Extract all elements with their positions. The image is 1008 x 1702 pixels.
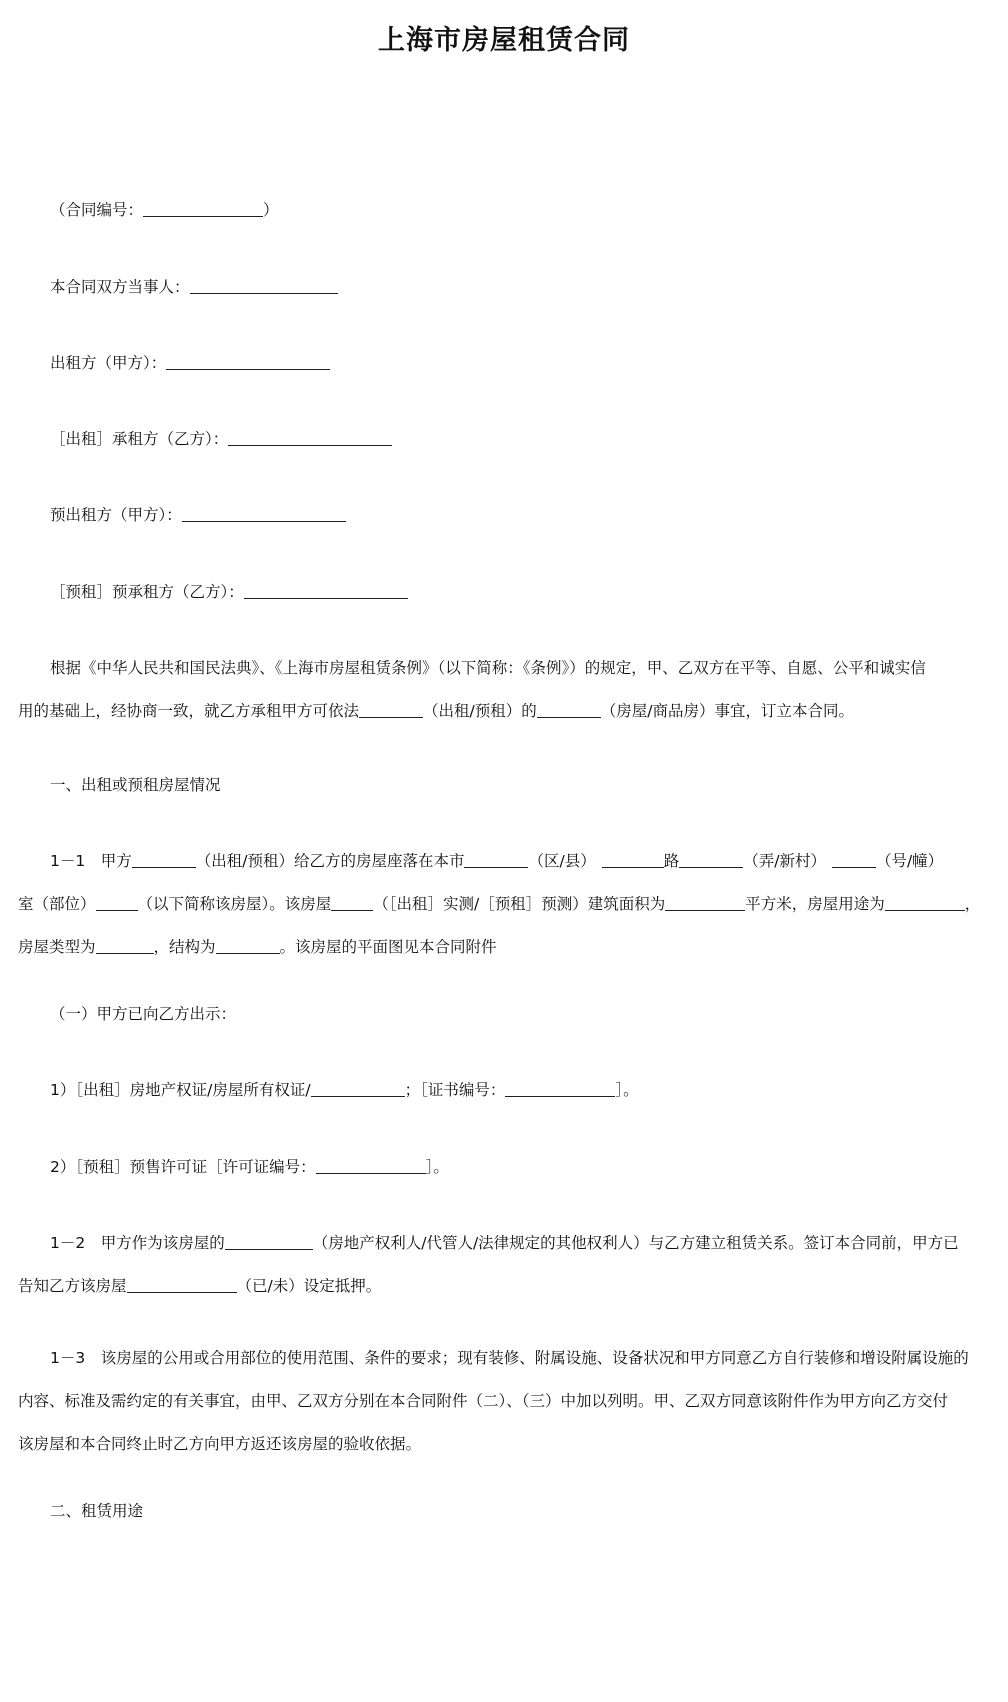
clause-text: （出租/预租）给乙方的房屋座落在本市 bbox=[195, 852, 465, 870]
pre-lessee-blank[interactable] bbox=[244, 580, 408, 599]
clause-1-3 bbox=[18, 1337, 990, 1466]
clause-text: （以下简称该房屋）。该房屋 bbox=[137, 895, 332, 913]
section-2-heading: 二、租赁用途 bbox=[50, 1502, 144, 1520]
clause-text: （房地产权利人/代管人/法律规定的其他权利人）与乙方建立租赁关系。签订本合同前，甲方已 bbox=[312, 1234, 959, 1252]
preamble-text: （出租/预租）的 bbox=[423, 702, 537, 720]
clause-text: 。该房屋的平面图见本合同附件 bbox=[279, 938, 497, 956]
clause-text: （［出租］实测/［预租］预测）建筑面积为 bbox=[373, 895, 666, 913]
parties-blank[interactable] bbox=[190, 275, 338, 294]
preamble-line-1: 根据《中华人民共和国民法典》、《上海市房屋租赁条例》（以下简称：《条例》）的规定，甲、乙双方在平等、自愿、公平和诚实信 bbox=[50, 659, 926, 677]
clause-1-2 bbox=[18, 1222, 990, 1308]
clause-text: 平方米，房屋用途为 bbox=[745, 895, 885, 913]
clause-1-1-line-1 bbox=[18, 840, 990, 883]
contract-number-label: （合同编号： bbox=[50, 201, 144, 219]
clause-text: ， bbox=[964, 895, 981, 913]
item-text: ；［证书编号： bbox=[404, 1081, 506, 1099]
pre-lessee-line bbox=[18, 571, 1008, 614]
clause-text: 路 bbox=[663, 852, 680, 870]
clause-1-3-line-1: 1－3 该房屋的公用或合用部位的使用范围、条件的要求；现有装修、附属设施、设备状况和甲方同意乙方自行装修和增设附属设施的 bbox=[50, 1349, 969, 1367]
clause-text: （区/县） bbox=[528, 852, 596, 870]
usage-blank[interactable] bbox=[885, 892, 965, 911]
lease-mode-blank[interactable] bbox=[359, 699, 423, 718]
clause-1-1-line-2 bbox=[18, 883, 990, 926]
preamble-text: 用的基础上，经协商一致，就乙方承租甲方可依法 bbox=[18, 702, 360, 720]
preamble-text: （房屋/商品房）事宜，订立本合同。 bbox=[600, 702, 854, 720]
road-blank[interactable] bbox=[602, 849, 664, 868]
district-blank[interactable] bbox=[464, 849, 528, 868]
clause-1-3-line-3: 该房屋和本合同终止时乙方向甲方返还该房屋的验收依据。 bbox=[18, 1435, 422, 1453]
clause-1-1 bbox=[18, 840, 990, 969]
contract-number-close: ） bbox=[263, 201, 279, 219]
clause-text: （弄/新村） bbox=[743, 852, 826, 870]
pre-lessor-blank[interactable] bbox=[182, 503, 346, 522]
permit-number-blank[interactable] bbox=[316, 1155, 426, 1174]
clause-text: 室（部位） bbox=[18, 895, 96, 913]
clause-1-2-line-1 bbox=[18, 1222, 990, 1265]
parties-line bbox=[18, 266, 1008, 309]
clause-1-1-line-3 bbox=[18, 926, 990, 969]
number-blank[interactable] bbox=[832, 849, 876, 868]
item-text: ］。 bbox=[425, 1158, 449, 1176]
lease-type-blank[interactable] bbox=[132, 849, 196, 868]
holder-type-blank[interactable] bbox=[225, 1231, 313, 1250]
item-1-line bbox=[18, 1069, 1008, 1112]
clause-text: 告知乙方该房屋 bbox=[18, 1277, 127, 1295]
item-text: 2）［预租］预售许可证［许可证编号： bbox=[50, 1158, 316, 1176]
clause-1-3-line-2: 内容、标准及需约定的有关事宜，由甲、乙双方分别在本合同附件（二）、（三）中加以列明。甲、乙双方同意该附件作为甲方向乙方交付 bbox=[18, 1392, 949, 1410]
preamble-paragraph bbox=[18, 647, 990, 733]
clause-1-2-line-2 bbox=[18, 1265, 990, 1308]
house-type-blank[interactable] bbox=[96, 935, 154, 954]
item-text: 1）［出租］房地产权证/房屋所有权证/ bbox=[50, 1081, 311, 1099]
pre-lessor-label: 预出租方（甲方）： bbox=[50, 506, 182, 524]
cert-number-blank[interactable] bbox=[505, 1078, 615, 1097]
pre-lessee-label: ［预租］预承租方（乙方）： bbox=[50, 583, 244, 601]
lane-blank[interactable] bbox=[679, 849, 743, 868]
mortgage-blank[interactable] bbox=[127, 1274, 237, 1293]
lessor-label: 出租方（甲方）： bbox=[50, 354, 167, 372]
contract-number-blank[interactable] bbox=[143, 198, 263, 217]
page-title: 上海市房屋租赁合同 bbox=[378, 25, 630, 56]
item-2-line bbox=[18, 1146, 1008, 1189]
lessee-blank[interactable] bbox=[228, 427, 392, 446]
area-blank[interactable] bbox=[665, 892, 745, 911]
room-blank[interactable] bbox=[96, 892, 138, 911]
shown-heading: （一）甲方已向乙方出示： bbox=[50, 1005, 237, 1023]
clause-text: （已/未）设定抵押。 bbox=[236, 1277, 382, 1295]
clause-text: 1－1 甲方 bbox=[50, 852, 132, 870]
item-text: ］。 bbox=[615, 1081, 639, 1099]
lessee-line bbox=[18, 418, 1008, 461]
lessee-label: ［出租］承租方（乙方）： bbox=[50, 430, 229, 448]
lessor-line bbox=[18, 342, 1008, 385]
measure-type-blank[interactable] bbox=[331, 892, 373, 911]
pre-lessor-line bbox=[18, 494, 1008, 537]
lessor-blank[interactable] bbox=[166, 351, 330, 370]
clause-text: ，结构为 bbox=[153, 938, 216, 956]
structure-blank[interactable] bbox=[216, 935, 280, 954]
preamble-line-2 bbox=[18, 690, 990, 733]
cert-type-blank[interactable] bbox=[311, 1078, 405, 1097]
property-type-blank[interactable] bbox=[537, 699, 601, 718]
clause-text: （号/幢） bbox=[875, 852, 944, 870]
clause-text: 房屋类型为 bbox=[18, 938, 96, 956]
clause-text: 1－2 甲方作为该房屋的 bbox=[50, 1234, 225, 1252]
parties-label: 本合同双方当事人： bbox=[50, 278, 190, 296]
section-1-heading: 一、出租或预租房屋情况 bbox=[50, 776, 221, 794]
contract-number-line bbox=[18, 189, 1008, 232]
